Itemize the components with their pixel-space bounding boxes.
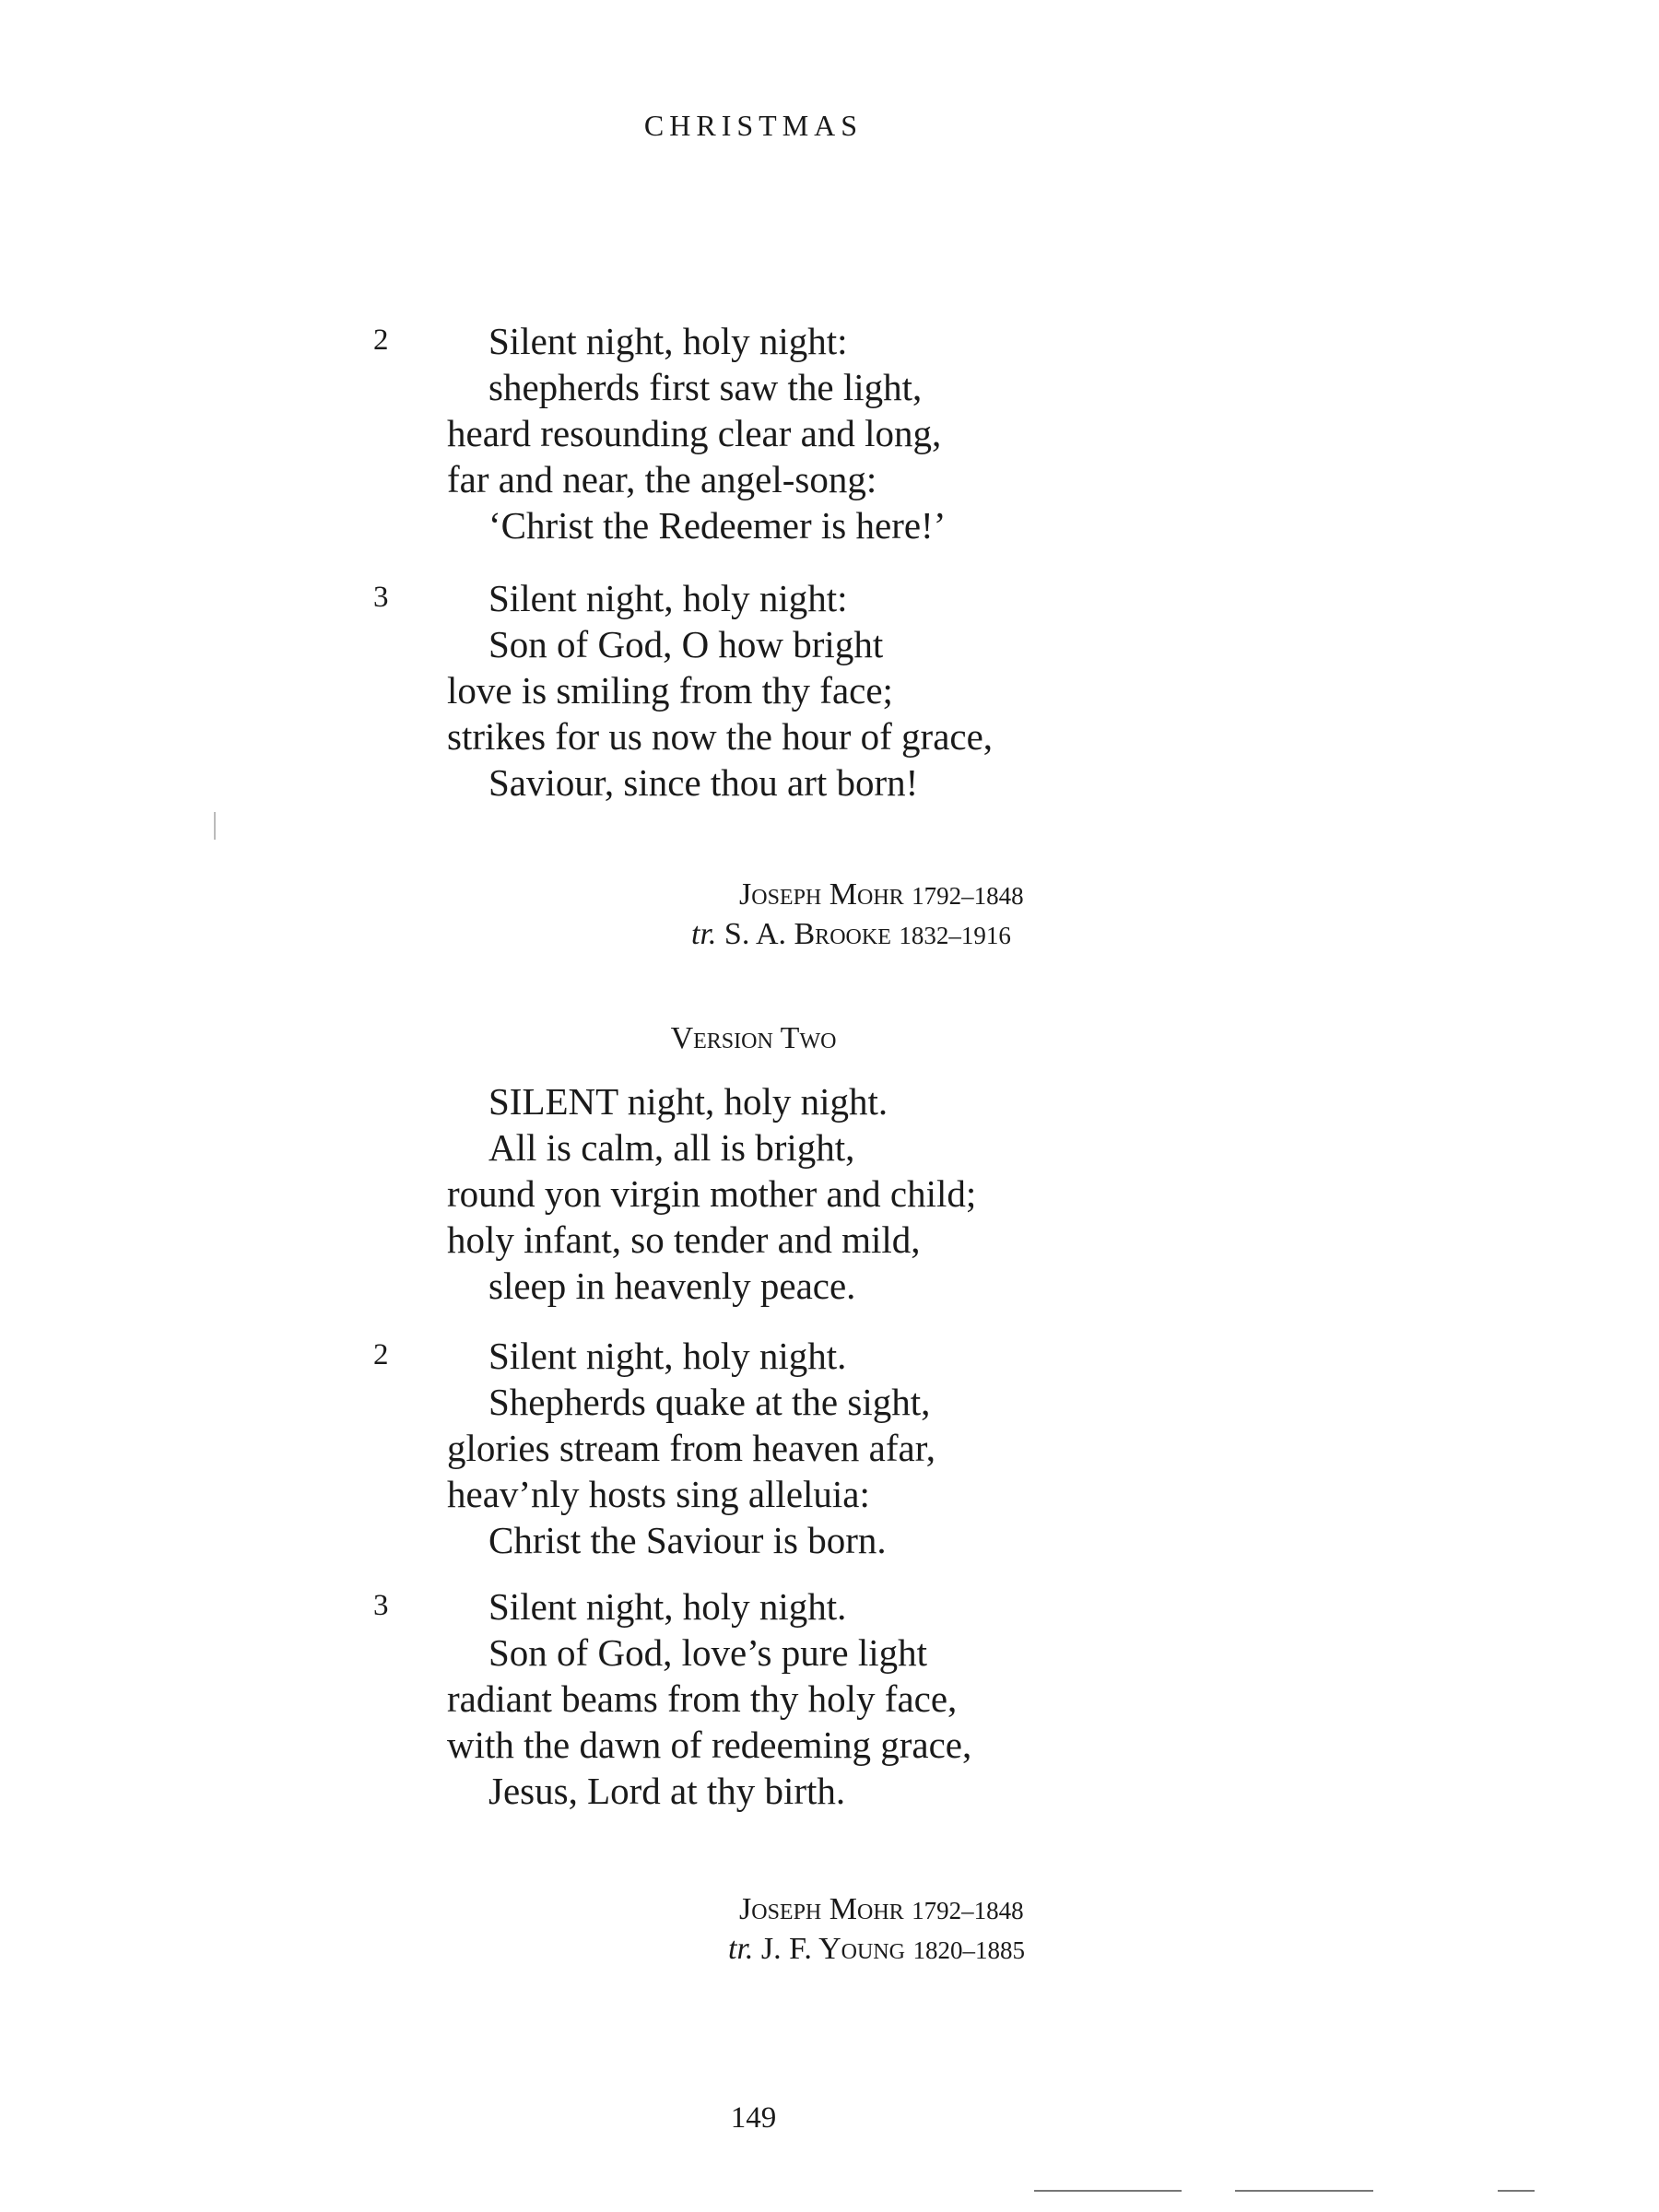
verse-line: love is smiling from thy face; (447, 669, 893, 712)
verse-line: All is calm, all is bright, (488, 1126, 855, 1169)
verse-line: Silent night, holy night. (488, 1585, 847, 1628)
verse-line: Son of God, O how bright (488, 623, 884, 665)
author-name: Joseph Mohr (739, 877, 904, 912)
verse-line: Silent night, holy night. (488, 1335, 847, 1377)
verse-line: with the dawn of redeeming grace, (447, 1724, 972, 1766)
verse-line: heard resounding clear and long, (447, 412, 942, 454)
margin-tick (214, 812, 216, 840)
verse-line: holy infant, so tender and mild, (447, 1218, 921, 1261)
version-heading: Version Two (670, 1021, 837, 1055)
verse-line: ‘Christ the Redeemer is here!’ (488, 504, 947, 547)
running-header: CHRISTMAS (643, 109, 864, 142)
verse-line: Son of God, love’s pure light (488, 1631, 928, 1674)
author-dates: 1792–1848 (912, 882, 1024, 910)
verse-line: Jesus, Lord at thy birth. (488, 1770, 846, 1812)
author-dates: 1792–1848 (912, 1897, 1024, 1924)
translator-dates: 1832–1916 (899, 922, 1011, 949)
verse-number: 2 (373, 1338, 389, 1371)
verse-line: Silent night, holy night: (488, 320, 848, 362)
verse-number: 3 (373, 1589, 389, 1622)
verse-line: Christ the Saviour is born. (488, 1519, 887, 1561)
attribution-translator-2 (728, 1932, 1025, 1967)
verse-line: far and near, the angel-song: (447, 458, 877, 500)
scan-rule (1498, 2190, 1535, 2192)
verse-line: heav’nly hosts sing alleluia: (447, 1473, 870, 1515)
attribution-author-2 (739, 1892, 1024, 1927)
verse-line: strikes for us now the hour of grace, (447, 715, 994, 758)
translator-name: J. F. Young (760, 1932, 905, 1966)
attribution-translator-1 (691, 917, 1011, 952)
translator-prefix: tr. (728, 1932, 754, 1966)
verse-line: glories stream from heaven afar, (447, 1427, 935, 1469)
author-name: Joseph Mohr (739, 1892, 904, 1926)
translator-prefix: tr. (691, 917, 717, 951)
verse-line: Silent night, holy night: (488, 577, 848, 619)
page-number: 149 (730, 2101, 777, 2135)
verse-line: Saviour, since thou art born! (488, 761, 919, 804)
verse-line: shepherds first saw the light, (488, 366, 923, 408)
scan-rule (1034, 2190, 1182, 2192)
verse-number: 3 (373, 581, 389, 614)
verse-line: SILENT night, holy night. (488, 1080, 888, 1123)
scan-rule (1235, 2190, 1373, 2192)
attribution-author-1 (739, 877, 1024, 912)
translator-dates: 1820–1885 (912, 1936, 1025, 1964)
verse-line: sleep in heavenly peace. (488, 1265, 856, 1307)
translator-name: S. A. Brooke (724, 917, 891, 951)
verse-line: radiant beams from thy holy face, (447, 1677, 958, 1720)
verse-line: Shepherds quake at the sight, (488, 1381, 931, 1423)
verse-number: 2 (373, 324, 389, 357)
verse-line: round yon virgin mother and child; (447, 1172, 977, 1215)
